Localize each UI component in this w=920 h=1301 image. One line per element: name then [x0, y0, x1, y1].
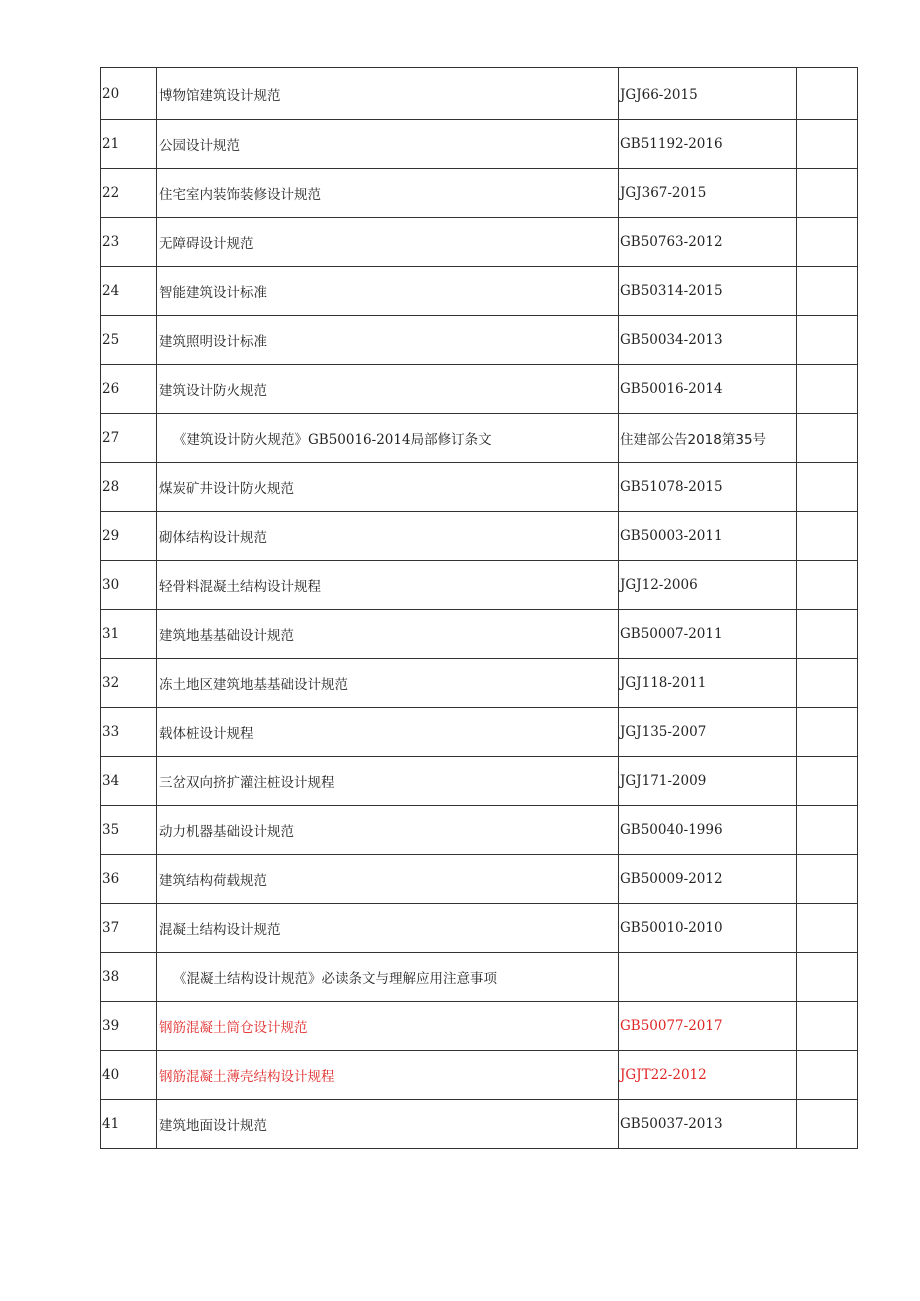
empty-cell [797, 855, 858, 904]
table-row [101, 463, 858, 512]
table-row [101, 120, 858, 169]
standard-code: GB51078-2015 [619, 463, 797, 512]
standard-name: 煤炭矿井设计防火规范 [157, 463, 619, 512]
empty-cell [797, 512, 858, 561]
table-row [101, 708, 858, 757]
empty-cell [797, 708, 858, 757]
empty-cell [797, 316, 858, 365]
row-number: 31 [101, 610, 157, 659]
standard-name: 公园设计规范 [157, 120, 619, 169]
row-number: 37 [101, 904, 157, 953]
empty-cell [797, 1100, 858, 1149]
row-number: 39 [101, 1002, 157, 1051]
empty-cell [797, 806, 858, 855]
standard-code: GB50314-2015 [619, 267, 797, 316]
row-number: 24 [101, 267, 157, 316]
row-number: 29 [101, 512, 157, 561]
row-number: 33 [101, 708, 157, 757]
standard-code: JGJ135-2007 [619, 708, 797, 757]
empty-cell [797, 414, 858, 463]
standard-name: 建筑地面设计规范 [157, 1100, 619, 1149]
standard-name: 建筑地基基础设计规范 [157, 610, 619, 659]
row-number: 34 [101, 757, 157, 806]
table-row [101, 659, 858, 708]
row-number: 41 [101, 1100, 157, 1149]
table-row [101, 1002, 858, 1051]
standard-code: JGJ171-2009 [619, 757, 797, 806]
standard-code [619, 953, 797, 1002]
table-row [101, 610, 858, 659]
standard-name: 钢筋混凝土筒仓设计规范 [157, 1002, 619, 1051]
standard-name: 冻土地区建筑地基基础设计规范 [157, 659, 619, 708]
standard-code: JGJT22-2012 [619, 1051, 797, 1100]
standard-name: 《建筑设计防火规范》GB50016-2014局部修订条文 [157, 414, 619, 463]
empty-cell [797, 757, 858, 806]
standard-code: GB51192-2016 [619, 120, 797, 169]
standard-code: GB50016-2014 [619, 365, 797, 414]
standard-name: 智能建筑设计标准 [157, 267, 619, 316]
standard-name: 建筑结构荷载规范 [157, 855, 619, 904]
standard-name: 轻骨料混凝土结构设计规程 [157, 561, 619, 610]
empty-cell [797, 561, 858, 610]
empty-cell [797, 218, 858, 267]
row-number: 32 [101, 659, 157, 708]
table-row [101, 1100, 858, 1149]
standard-code: GB50010-2010 [619, 904, 797, 953]
empty-cell [797, 365, 858, 414]
table-row [101, 218, 858, 267]
row-number: 27 [101, 414, 157, 463]
standard-code: 住建部公告2018第35号 [619, 414, 797, 463]
standard-name: 无障碍设计规范 [157, 218, 619, 267]
standard-name: 载体桩设计规程 [157, 708, 619, 757]
row-number: 38 [101, 953, 157, 1002]
standard-name: 钢筋混凝土薄壳结构设计规程 [157, 1051, 619, 1100]
table-row [101, 1051, 858, 1100]
standard-code: GB50003-2011 [619, 512, 797, 561]
standard-name: 砌体结构设计规范 [157, 512, 619, 561]
empty-cell [797, 1051, 858, 1100]
standard-code: JGJ66-2015 [619, 68, 797, 120]
empty-cell [797, 169, 858, 218]
row-number: 35 [101, 806, 157, 855]
table-row [101, 757, 858, 806]
table-row [101, 365, 858, 414]
standard-code: GB50763-2012 [619, 218, 797, 267]
row-number: 40 [101, 1051, 157, 1100]
standard-code: GB50077-2017 [619, 1002, 797, 1051]
empty-cell [797, 610, 858, 659]
empty-cell [797, 267, 858, 316]
table-row [101, 414, 858, 463]
standard-name: 《混凝土结构设计规范》必读条文与理解应用注意事项 [157, 953, 619, 1002]
table-row [101, 267, 858, 316]
standard-code: GB50034-2013 [619, 316, 797, 365]
standard-code: JGJ12-2006 [619, 561, 797, 610]
row-number: 23 [101, 218, 157, 267]
table-row [101, 512, 858, 561]
empty-cell [797, 1002, 858, 1051]
standard-code: GB50040-1996 [619, 806, 797, 855]
row-number: 25 [101, 316, 157, 365]
table-row [101, 953, 858, 1002]
standard-name: 三岔双向挤扩灌注桩设计规程 [157, 757, 619, 806]
empty-cell [797, 463, 858, 512]
empty-cell [797, 904, 858, 953]
standard-name: 动力机器基础设计规范 [157, 806, 619, 855]
empty-cell [797, 120, 858, 169]
row-number: 22 [101, 169, 157, 218]
row-number: 30 [101, 561, 157, 610]
empty-cell [797, 68, 858, 120]
standard-code: JGJ367-2015 [619, 169, 797, 218]
row-number: 36 [101, 855, 157, 904]
empty-cell [797, 953, 858, 1002]
standard-code: GB50009-2012 [619, 855, 797, 904]
table-row [101, 561, 858, 610]
standards-table [100, 67, 858, 1149]
row-number: 26 [101, 365, 157, 414]
empty-cell [797, 659, 858, 708]
table-row [101, 904, 858, 953]
table-row [101, 316, 858, 365]
standard-code: GB50007-2011 [619, 610, 797, 659]
standard-code: JGJ118-2011 [619, 659, 797, 708]
row-number: 20 [101, 68, 157, 120]
standard-name: 博物馆建筑设计规范 [157, 68, 619, 120]
standard-name: 住宅室内装饰装修设计规范 [157, 169, 619, 218]
standard-name: 混凝土结构设计规范 [157, 904, 619, 953]
row-number: 21 [101, 120, 157, 169]
standard-code: GB50037-2013 [619, 1100, 797, 1149]
standard-name: 建筑照明设计标准 [157, 316, 619, 365]
table-row [101, 68, 858, 120]
table-row [101, 169, 858, 218]
table-row [101, 806, 858, 855]
row-number: 28 [101, 463, 157, 512]
standard-name: 建筑设计防火规范 [157, 365, 619, 414]
table-row [101, 855, 858, 904]
